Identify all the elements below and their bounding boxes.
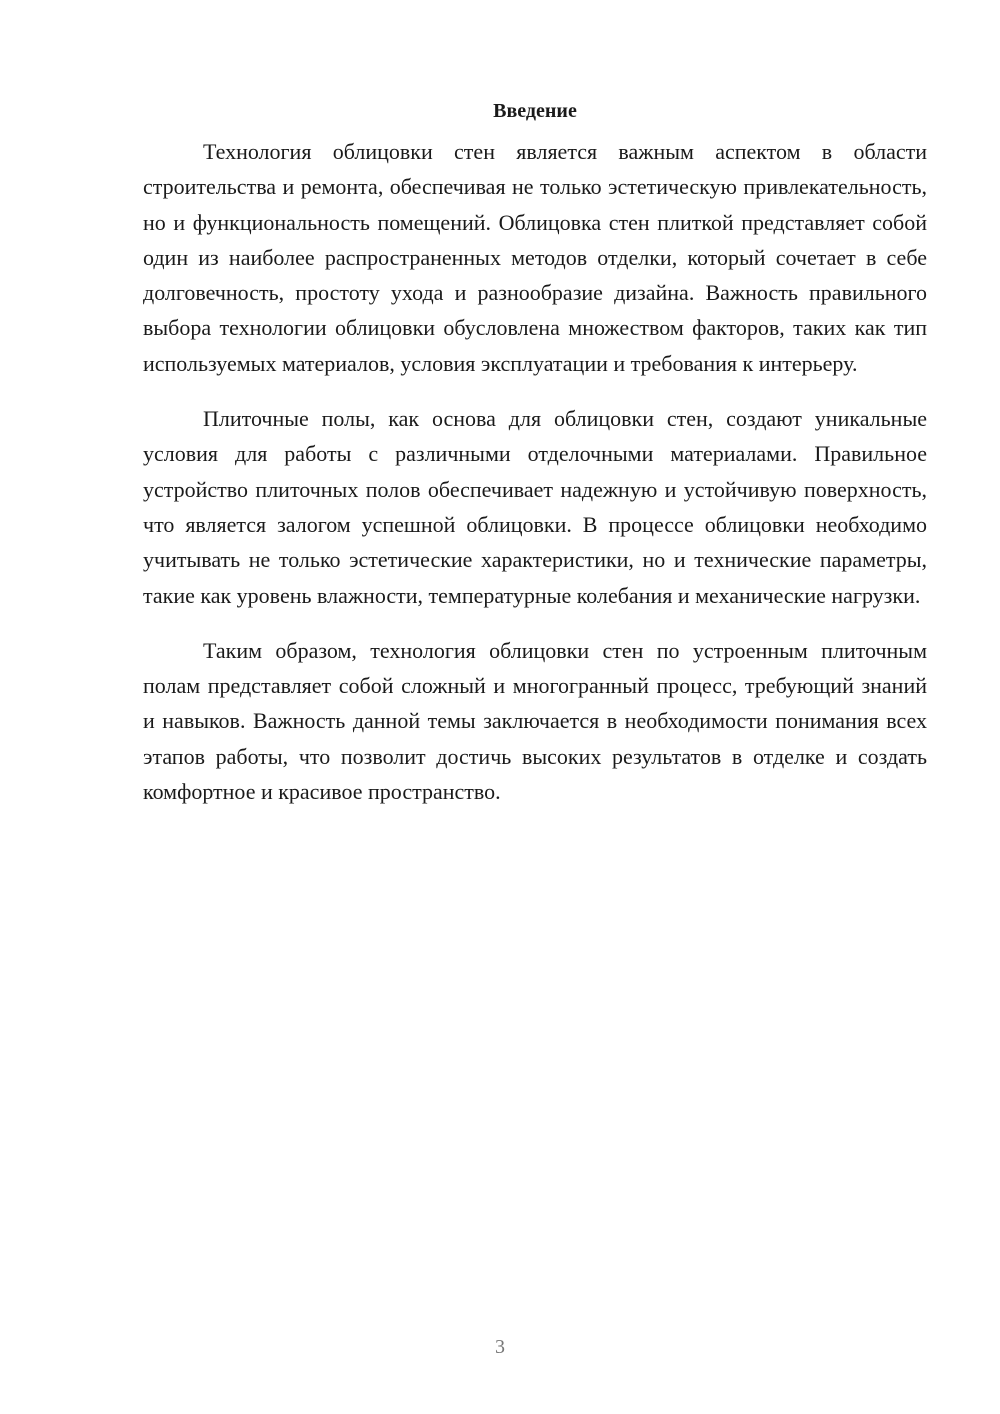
page-number: 3 (495, 1336, 505, 1358)
paragraph-1: Технология облицовки стен является важным аспектом в области строительства и ремонта, обеспечивая не только эстетическую привлекательность, но и функциональность помещений. Облицовка стен плиткой представляет собой один из наиболее распространенных методов отделки, который сочетает в себе долговечность, простоту ухода и разнообразие дизайна. Важность правильного выбора технологии облицовки обусловлена множеством факторов, таких как тип используемых материалов, условия эксплуатации и требования к интерьеру. (143, 139, 927, 376)
page-content (143, 96, 927, 829)
paragraph-2: Плиточные полы, как основа для облицовки стен, создают уникальные условия для работы с различными отделочными материалами. Правильное устройство плиточных полов обеспечивает надежную и устойчивую поверхность, что является залогом успешной облицовки. В процессе облицовки необходимо учитывать не только эстетические характеристики, но и технические параметры, такие как уровень влажности, температурные колебания и механические нагрузки. (143, 406, 927, 608)
section-title: Введение (493, 100, 577, 122)
paragraph-3: Таким образом, технология облицовки стен по устроенным плиточным полам представляет собой сложный и многогранный процесс, требующий знаний и навыков. Важность данной темы заключается в необходимости понимания всех этапов работы, что позволит достичь высоких результатов в отделке и создать комфортное и красивое пространство. (143, 637, 927, 805)
